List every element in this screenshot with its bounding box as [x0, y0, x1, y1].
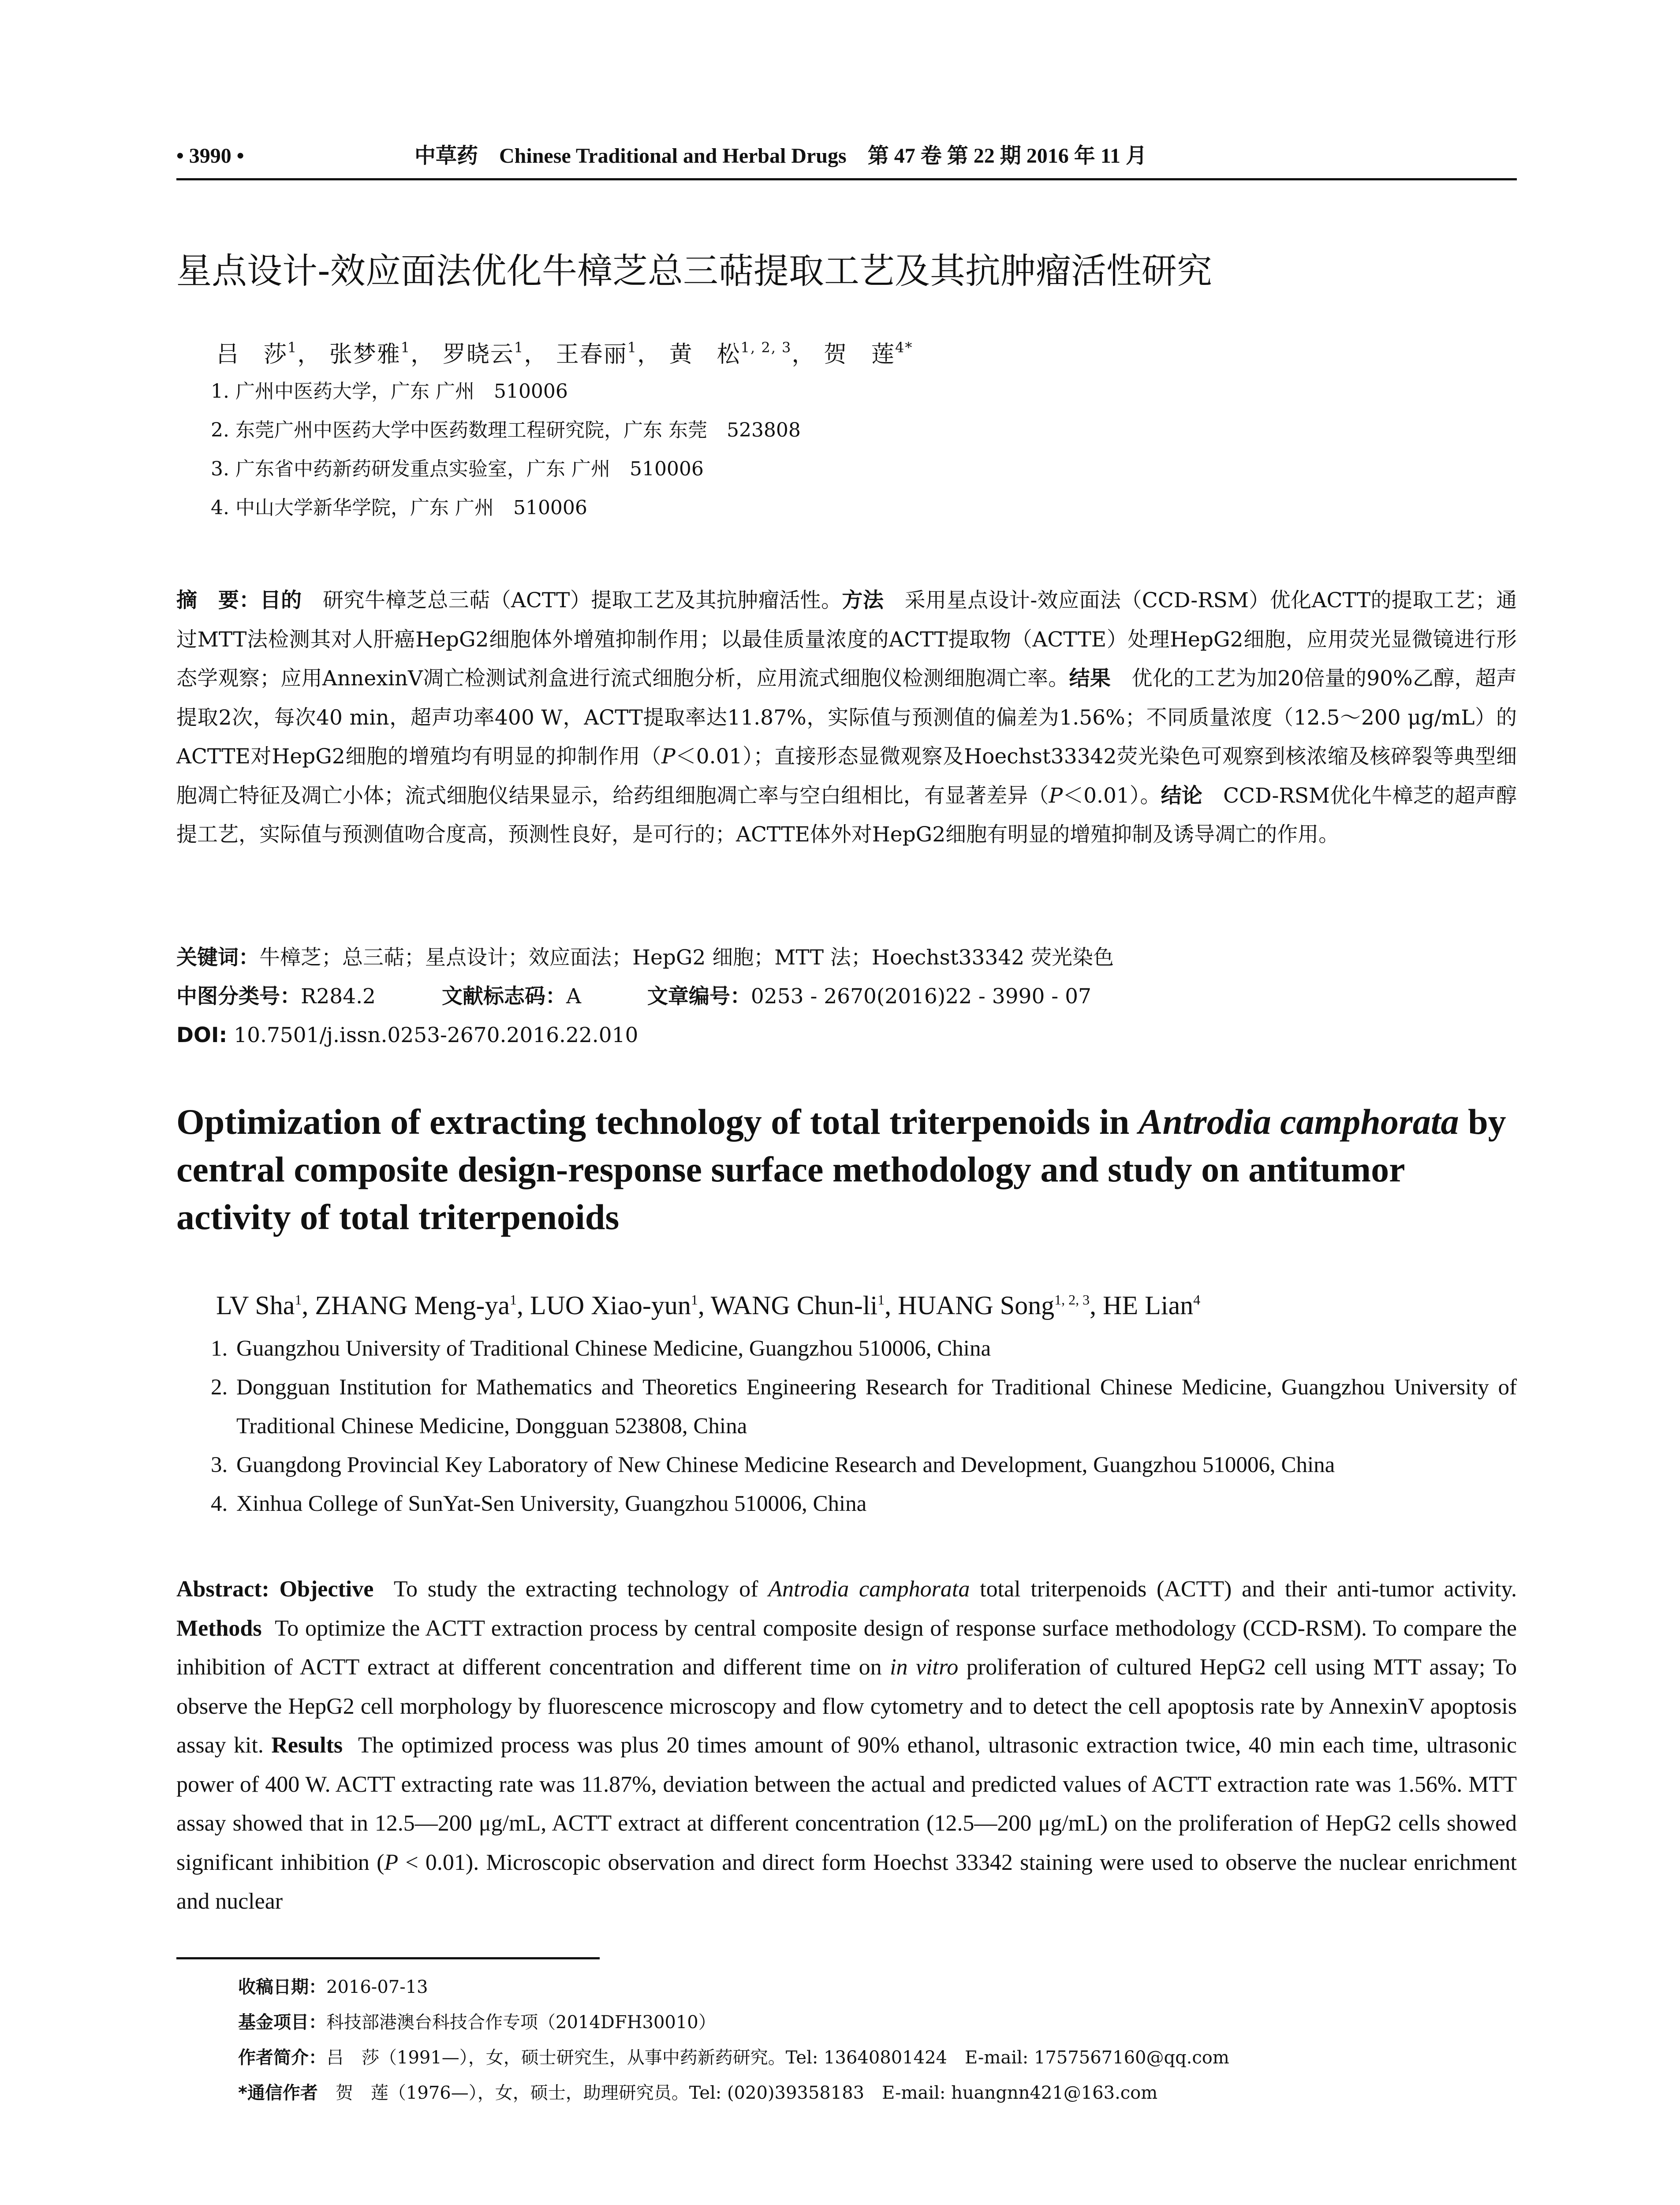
author-affil-sup: 1 — [877, 1292, 885, 1308]
title-english — [176, 1098, 1517, 1241]
methods-label: Methods — [176, 1615, 262, 1641]
p-value-symbol: P — [661, 744, 676, 769]
author-cn: 张梦雅 — [329, 341, 401, 368]
title-en-text: by central composite design-response surface methodology and study on antitumor activity of total triterpenoids — [176, 1102, 1506, 1237]
running-header — [176, 140, 1517, 180]
results-text: The optimized process was plus 20 times amount of 90% ethanol, ultrasonic extraction twice, 40 min each time, ultrasonic power of 400 W. ACTT extracting rate was 11.87%, deviation between the actual and predicted values of ACTT extraction rate was 1.56%. MTT assay showed that in 12.5—200 μg/mL, ACTT extract at different concentration (12.5—200 μg/mL) on the proliferation of HepG2 cells showed significant inhibition ( — [176, 1733, 1517, 1875]
author-cn: 贺 莲 — [823, 341, 895, 368]
title-en-species: Antrodia camphorata — [1138, 1102, 1459, 1142]
author-en: WANG Chun-li — [710, 1291, 878, 1320]
author-affil-sup: 4 — [1193, 1292, 1201, 1308]
objective-text: total triterpenoids (ACTT) and their anti-tumor activity. — [970, 1577, 1517, 1602]
author-affil-sup: 1 — [514, 339, 524, 356]
methods-text: 采用星点设计-效应面法（CCD-RSM）优化ACTT的提取工艺；通过MTT法检测其对人肝癌HepG2细胞体外增殖抑制作用；以最佳质量浓度的ACTT提取物（ACTTE）处理HepG2细胞，应用荧光显微镜进行形态学观察；应用AnnexinV凋亡检测试剂盒进行流式细胞分析，应用流式细胞仪检测细胞凋亡率。 — [176, 588, 1517, 691]
keywords-line — [176, 944, 1114, 972]
affiliation-number: 2. — [211, 1375, 228, 1400]
footnote-divider — [176, 1957, 600, 1959]
affiliation-en-2 — [211, 1368, 1517, 1446]
author-affil-sup: 1 — [400, 339, 411, 356]
author-affil-sup: 1, 2, 3 — [740, 339, 792, 356]
footnote-label: 收稿日期： — [238, 1977, 326, 1997]
authors-english: LV Sha$^1$, ZHANG Meng-$ya^1$, LUO Xiao-yun$^1$, WANG Chun-$li^1$, HUANG Song$^{1, 2, 3}$, HE Lian$^4$ — [216, 1291, 1201, 1320]
author-affil-sup: 1 — [691, 1292, 698, 1308]
journal-line — [414, 140, 1163, 172]
footnote-author-bio — [238, 2044, 1229, 2071]
article-number-value: 0253 - 2670(2016)22 - 3990 - 07 — [750, 984, 1091, 1009]
affiliation-cn-3: 3. 广东省中药新药研发重点实验室，广东 广州 510006 — [211, 458, 704, 480]
conclusion-text: CCD-RSM优化牛樟芝的超声醇提工艺，实际值与预测值吻合度高，预测性良好，是可行的；ACTTE体外对HepG2细胞有明显的增殖抑制及诱导凋亡的作用。 — [176, 783, 1517, 847]
doi-line — [176, 1021, 638, 1050]
footnote-text: 贺 莲（1976—），女，硕士，助理研究员。Tel: (020)39358183 E-mail: huangnn421@163.com — [317, 2083, 1158, 2103]
footnote-label: *通信作者 — [238, 2083, 318, 2103]
abstract-chinese — [176, 581, 1517, 855]
footnote-received — [238, 1974, 428, 2000]
footnote-text: 2016-07-13 — [326, 1977, 428, 1997]
author-affil-sup: 4* — [895, 339, 913, 356]
objective-text: 研究牛樟芝总三萜（ACTT）提取工艺及其抗肿瘤活性。 — [323, 588, 842, 613]
author-affil-sup: 1 — [627, 339, 638, 356]
journal-name-en: Chinese Traditional and Herbal Drugs — [499, 144, 847, 168]
author-en: LV Sha — [216, 1291, 295, 1320]
methods-label: 方法 — [842, 588, 884, 613]
keywords-label: 关键词： — [176, 946, 259, 970]
affiliation-cn-2: 2. 东莞广州中医药大学中医药数理工程研究院，广东 东莞 523808 — [211, 419, 801, 441]
footnote-label: 基金项目： — [238, 2012, 326, 2033]
author-en: ZHANG Meng-ya — [315, 1291, 510, 1320]
objective-label: 目的 — [260, 588, 302, 613]
affiliation-number: 4. — [211, 1491, 228, 1516]
results-text: < 0.01). Microscopic observation and direct form Hoechst 33342 staining were used to observe the nuclear enrichment and nuclear — [176, 1850, 1517, 1914]
affiliation-number: 1. — [211, 1336, 228, 1361]
author-en: HUANG Song — [898, 1291, 1055, 1320]
footnote-corresponding — [238, 2080, 1157, 2106]
affiliation-text: Dongguan Institution for Mathematics and Theoretics Engineering Research for Traditional Chinese Medicine, Guangzhou University of Traditional Chinese Medicine, Dongguan 523808, China — [236, 1375, 1517, 1439]
clc-label: 中图分类号： — [176, 984, 301, 1009]
article-number-label: 文章编号： — [647, 984, 751, 1009]
author-affil-sup: 1, 2, 3 — [1054, 1292, 1090, 1308]
results-label: 结果 — [1069, 666, 1111, 691]
author-en: HE Lian — [1103, 1291, 1194, 1320]
results-text: ＜0.01）；直接形态显微观察及Hoechst33342荧光染色可观察到核浓缩及核碎裂等典型细胞凋亡特征及凋亡小体；流式细胞仪结果显示，给药组细胞凋亡率与空白组相比，有显著差异（ — [176, 744, 1517, 808]
keywords-text: 牛樟芝；总三萜；星点设计；效应面法；HepG2 细胞；MTT 法；Hoechst33342 荧光染色 — [259, 946, 1114, 970]
p-value-symbol: P — [384, 1850, 399, 1875]
issue-info: 第 47 卷 第 22 期 2016 年 11 月 — [867, 144, 1147, 168]
author-cn: 罗晓云 — [442, 341, 514, 368]
footnote-label: 作者简介： — [238, 2048, 326, 2068]
doc-code-label: 文献标志码： — [441, 984, 566, 1009]
author-affil-sup: 1 — [287, 339, 298, 356]
in-vitro-term: in vitro — [890, 1655, 959, 1680]
results-label: Results — [271, 1733, 343, 1758]
affiliation-cn-1: 1. 广州中医药大学，广东 广州 510006 — [211, 380, 568, 403]
footnote-text: 科技部港澳台科技合作专项（2014DFH30010） — [326, 2012, 716, 2033]
author-cn: 黄 松 — [669, 341, 741, 368]
conclusion-label: 结论 — [1161, 783, 1202, 808]
methods-text: To optimize the ACTT extraction process by central composite design of response surface methodology (CCD-RSM). To compare the inhibition of ACTT extract at different concentration and different time on — [176, 1615, 1517, 1680]
author-en: LUO Xiao-yun — [530, 1291, 691, 1320]
affiliation-text: Guangzhou University of Traditional Chinese Medicine, Guangzhou 510006, China — [236, 1336, 991, 1361]
title-chinese: 星点设计-效应面法优化牛樟芝总三萜提取工艺及其抗肿瘤活性研究 — [176, 250, 1212, 292]
doi-label: DOI: — [176, 1023, 228, 1047]
classification-line — [176, 983, 1091, 1011]
abstract-english — [176, 1570, 1517, 1921]
abstract-label: 摘 要： — [176, 588, 260, 613]
title-en-text: Optimization of extracting technology of total triterpenoids in — [176, 1102, 1139, 1142]
objective-text: To study the extracting technology of — [393, 1577, 769, 1602]
clc-value: R284.2 — [301, 984, 376, 1009]
abstract-objective-label: Abstract: Objective — [176, 1577, 374, 1602]
footnote-text: 吕 莎（1991—），女，硕士研究生，从事中药新药研究。Tel: 13640801424 E-mail: 1757567160@qq.com — [326, 2048, 1229, 2068]
affiliation-cn-4: 4. 中山大学新华学院，广东 广州 510006 — [211, 497, 587, 519]
authors-chinese: 吕 莎$^1$， 张梦雅$^1$， 罗晓云$^1$， 王春丽$^1$， 黄 松$^{1, 2, 3}$， 贺 莲$^{4*}$ — [216, 339, 913, 368]
affiliation-text: Xinhua College of SunYat-Sen University, Guangzhou 510006, China — [236, 1491, 867, 1516]
affiliation-number: 3. — [211, 1453, 228, 1477]
affiliation-text: Guangdong Provincial Key Laboratory of New Chinese Medicine Research and Development, Guangzhou 510006, China — [236, 1453, 1335, 1477]
page-number: • 3990 • — [176, 144, 244, 168]
author-affil-sup: 1 — [509, 1292, 517, 1308]
species-name: Antrodia camphorata — [768, 1577, 970, 1602]
affiliation-en-3 — [211, 1446, 1517, 1484]
results-text: ＜0.01）。 — [1063, 783, 1161, 808]
affiliation-en-4 — [211, 1484, 1517, 1523]
author-cn: 吕 莎 — [216, 341, 288, 368]
author-cn: 王春丽 — [556, 341, 627, 368]
methods-text: proliferation of cultured HepG2 cell using MTT assay; To observe the HepG2 cell morphology by fluorescence microscopy and flow cytometry and to detect the cell apoptosis rate by AnnexinV apoptosis assay kit. — [176, 1655, 1517, 1758]
journal-name-cn: 中草药 — [414, 144, 478, 168]
author-affil-sup: 1 — [295, 1292, 302, 1308]
affiliation-en-1 — [211, 1329, 1517, 1368]
footnote-funding — [238, 2009, 716, 2036]
doi-value[interactable]: 10.7501/j.issn.0253-2670.2016.22.010 — [234, 1023, 638, 1047]
p-value-symbol: P — [1049, 783, 1063, 808]
results-text: 优化的工艺为加20倍量的90%乙醇，超声提取2次，每次40 min，超声功率400 W，ACTT提取率达11.87%，实际值与预测值的偏差为1.56%；不同质量浓度（12.5～200 μg/mL）的ACTTE对HepG2细胞的增殖均有明显的抑制作用（ — [176, 666, 1517, 769]
doc-code-value: A — [566, 984, 581, 1009]
